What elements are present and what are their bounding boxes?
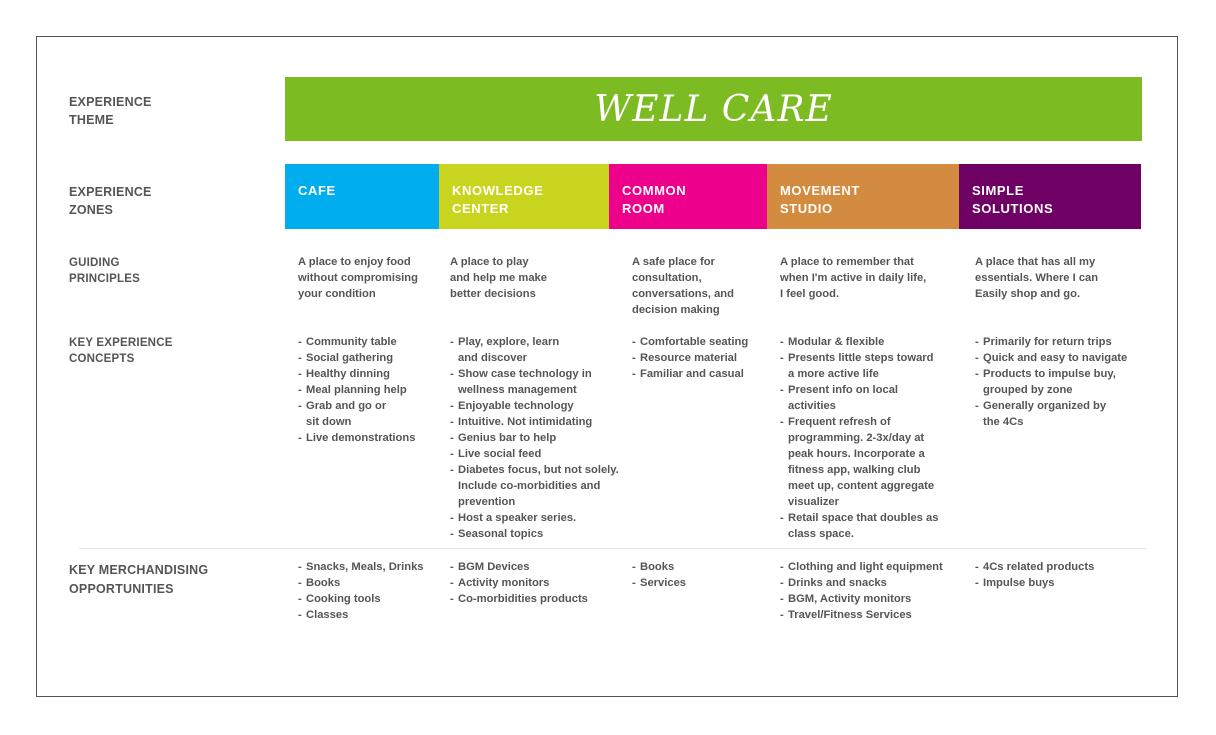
zone-name-line: CENTER [452,201,510,216]
zone-name-line: SOLUTIONS [972,201,1054,216]
label-line: EXPERIENCE [69,185,152,199]
concept-item: - Retail space that doubles as class space. [780,510,938,542]
label-line: OPPORTUNITIES [69,582,174,596]
zone-name-line: MOVEMENT [780,183,860,198]
concept-item: - Comfortable seating [632,334,748,350]
concept-item: - Modular & flexible [780,334,938,350]
label-experience-zones [69,183,152,219]
concept-item: - Resource material [632,350,748,366]
merch-simple-solutions [975,559,1094,591]
concept-item: - Host a speaker series. [450,510,619,526]
label-key-experience-concepts [69,335,173,367]
merch-item: - Impulse buys [975,575,1094,591]
theme-banner [285,77,1142,141]
theme-title: WELL CARE [594,88,833,130]
merch-item: - Cooking tools [298,591,424,607]
zone-name-line: COMMON [622,183,687,198]
principle-line: conversations, and [632,288,734,300]
concept-item: - Diabetes focus, but not solely. Include co-morbidities and prevention [450,462,619,510]
zone-header-knowledge-center [439,164,609,229]
principle-line: your condition [298,288,376,300]
principle-line: A place to enjoy food [298,256,411,268]
concepts-list [450,334,619,542]
merch-item: - Clothing and light equipment [780,559,943,575]
principle-line: I feel good. [780,288,840,300]
concepts-movement-studio [780,334,938,542]
zone-name-line: CAFE [298,183,336,198]
zone-name-line: STUDIO [780,201,833,216]
concept-item: - Products to impulse buy, grouped by zone [975,366,1127,398]
principle-line: when I'm active in daily life, [780,272,927,284]
principle-line: A place to play [450,256,529,268]
merch-knowledge-center [450,559,588,607]
concepts-common-room [632,334,748,382]
merch-list [780,559,943,623]
label-line: THEME [69,113,114,127]
zone-name-line: KNOWLEDGE [452,183,544,198]
merch-item: - Activity monitors [450,575,588,591]
principle-line: and help me make [450,272,547,284]
concept-item: - Community table [298,334,415,350]
concepts-knowledge-center [450,334,619,542]
zone-name-line: ROOM [622,201,665,216]
concepts-simple-solutions [975,334,1127,430]
zone-header-common-room [609,164,767,229]
principle-movement-studio [780,254,926,302]
concept-item: - Generally organized by the 4Cs [975,398,1127,430]
concepts-list [975,334,1127,430]
section-divider [79,548,1147,549]
concept-item: - Healthy dinning [298,366,415,382]
merch-list [975,559,1094,591]
concept-item: - Social gathering [298,350,415,366]
principle-line: A place that has all my [975,256,1096,268]
merch-item: - Books [632,559,686,575]
merch-item: - BGM Devices [450,559,588,575]
concepts-cafe [298,334,415,446]
concept-item: - Play, explore, learn and discover [450,334,619,366]
merch-list [450,559,588,607]
merch-list [632,559,686,591]
principle-knowledge-center [450,254,547,302]
concept-item: - Grab and go or sit down [298,398,415,430]
zone-name-line: SIMPLE [972,183,1024,198]
zone-header-cafe [285,164,439,229]
principle-line: decision making [632,304,720,316]
merch-item: - Snacks, Meals, Drinks [298,559,424,575]
label-experience-theme [69,93,152,129]
label-line: ZONES [69,203,114,217]
concepts-list [780,334,938,542]
principle-line: consultation, [632,272,702,284]
principle-simple-solutions [975,254,1098,302]
principle-line: A safe place for [632,256,715,268]
label-line: PRINCIPLES [69,273,141,285]
concept-item: - Familiar and casual [632,366,748,382]
concept-item: - Seasonal topics [450,526,619,542]
merch-item: - Drinks and snacks [780,575,943,591]
merch-item: - 4Cs related products [975,559,1094,575]
principle-cafe [298,254,418,302]
label-line: EXPERIENCE [69,95,152,109]
principle-line: essentials. Where I can [975,272,1099,284]
concept-item: - Live demonstrations [298,430,415,446]
merch-common-room [632,559,686,591]
merch-item: - Books [298,575,424,591]
label-line: GUIDING [69,257,120,269]
concept-item: - Primarily for return trips [975,334,1127,350]
zone-header-movement-studio [767,164,959,229]
merch-list [298,559,424,623]
merch-item: - Travel/Fitness Services [780,607,943,623]
merch-item: - Classes [298,607,424,623]
concepts-list [632,334,748,382]
merch-cafe [298,559,424,623]
concept-item: - Meal planning help [298,382,415,398]
principle-line: A place to remember that [780,256,914,268]
concept-item: - Enjoyable technology [450,398,619,414]
merch-item: - Services [632,575,686,591]
concept-item: - Presents little steps toward a more active life [780,350,938,382]
merch-item: - BGM, Activity monitors [780,591,943,607]
concept-item: - Live social feed [450,446,619,462]
concept-item: - Genius bar to help [450,430,619,446]
label-line: KEY EXPERIENCE [69,337,173,349]
concept-item: - Quick and easy to navigate [975,350,1127,366]
label-key-merchandising-opportunities [69,561,208,599]
label-line: CONCEPTS [69,353,135,365]
merch-movement-studio [780,559,943,623]
label-line: KEY MERCHANDISING [69,563,209,577]
concept-item: - Frequent refresh of programming. 2-3x/day at peak hours. Incorporate a fitness app, walking club meet up, content aggregate visualizer [780,414,938,510]
label-guiding-principles [69,255,140,287]
principle-line: better decisions [450,288,536,300]
concepts-list [298,334,415,446]
concept-item: - Show case technology in wellness management [450,366,619,398]
principle-line: without compromising [298,272,418,284]
merch-item: - Co-morbidities products [450,591,588,607]
principle-common-room [632,254,734,318]
zone-header-simple-solutions [959,164,1141,229]
concept-item: - Present info on local activities [780,382,938,414]
concept-item: - Intuitive. Not intimidating [450,414,619,430]
principle-line: Easily shop and go. [975,288,1081,300]
